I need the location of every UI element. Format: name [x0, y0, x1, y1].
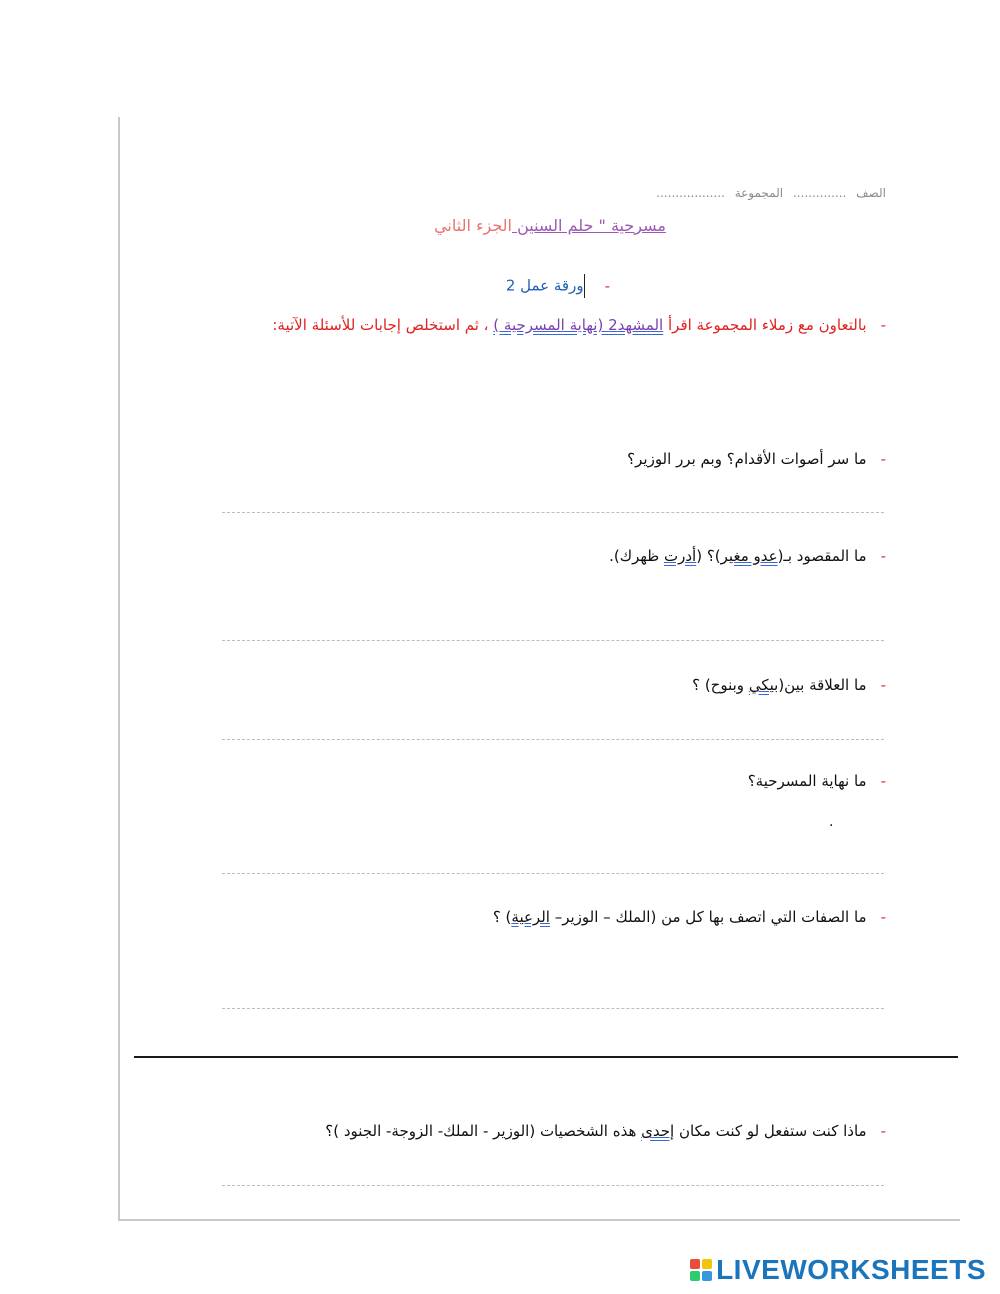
question-underlined-term: بيكي: [748, 676, 779, 694]
question-text-end: هذه الشخصيات (الوزير - الملك- الزوجة- الجنود )؟: [325, 1122, 642, 1140]
bullet-dash: -: [880, 676, 886, 694]
page-title: [400, 216, 700, 235]
group-label: المجموعة: [734, 186, 784, 200]
logo-square: [702, 1259, 712, 1269]
question-text-end: ظهرك).: [609, 547, 664, 565]
bullet-dash: -: [880, 450, 886, 468]
answer-line-2[interactable]: [222, 640, 884, 641]
answer-line-6[interactable]: [222, 1185, 884, 1186]
question-underlined-term: الرعية: [511, 908, 550, 926]
question-text: ما الصفات التي اتصف بها كل من (الملك – الوزير–: [549, 908, 867, 926]
question-underlined-term: عدو مغير: [720, 547, 778, 565]
answer-line-5[interactable]: [222, 1008, 884, 1009]
section-divider: [134, 1056, 958, 1058]
instruction-text: بالتعاون مع زملاء المجموعة اقرأ: [663, 316, 867, 334]
bullet-dash: -: [604, 276, 610, 295]
question-1: [627, 450, 886, 468]
instruction-text-end: ، ثم استخلص إجابات للأسئلة الآتية:: [272, 316, 494, 334]
header-class-group: [650, 186, 886, 200]
class-blank[interactable]: ..............: [792, 186, 847, 200]
bullet-dash: -: [880, 547, 886, 565]
question-text-mid: )؟ (: [696, 547, 721, 565]
brand-name: LIVEWORKSHEETS: [716, 1254, 986, 1285]
answer-line-1[interactable]: [222, 512, 884, 513]
liveworksheets-logo[interactable]: [690, 1254, 986, 1286]
question-text: ما العلاقة بين(: [778, 676, 867, 694]
instruction: [272, 316, 886, 334]
instruction-scene: المشهد2 (نهاية المسرحية ): [493, 316, 664, 334]
answer-line-3[interactable]: [222, 739, 884, 740]
logo-square: [702, 1271, 712, 1281]
question-3: [692, 676, 886, 694]
question-2: [609, 547, 886, 565]
question-4: [748, 772, 886, 790]
worksheet-label-row: [506, 274, 610, 298]
answer-line-4[interactable]: [222, 873, 884, 874]
logo-grid-icon: [690, 1259, 712, 1281]
logo-square: [690, 1271, 700, 1281]
text-cursor: [584, 274, 585, 298]
question-text: ما المقصود بـ(: [777, 547, 867, 565]
question-underlined-term: أدرت: [664, 547, 697, 565]
bullet-dash: -: [880, 908, 886, 926]
stray-dot: .: [829, 814, 834, 830]
bullet-dash: -: [880, 772, 886, 790]
question-text-end: وبنوح) ؟: [692, 676, 749, 694]
question-text: ما سر أصوات الأقدام؟ وبم برر الوزير؟: [627, 450, 867, 468]
question-underlined-term: إحدى: [641, 1122, 675, 1140]
class-label: الصف: [856, 186, 886, 200]
bullet-dash: -: [880, 1122, 886, 1140]
title-play-name: مسرحية " حلم السنين: [511, 216, 666, 235]
question-text: ما نهاية المسرحية؟: [747, 772, 867, 790]
question-6: [325, 1122, 886, 1140]
question-text: ماذا كنت ستفعل لو كنت مكان: [674, 1122, 867, 1140]
title-part: الجزء الثاني: [434, 216, 512, 235]
bullet-dash: -: [880, 316, 886, 334]
logo-square: [690, 1259, 700, 1269]
group-blank[interactable]: ..................: [656, 186, 725, 200]
worksheet-label: ورقة عمل 2: [505, 276, 584, 295]
question-text-end: ) ؟: [492, 908, 512, 926]
question-5: [493, 908, 886, 926]
